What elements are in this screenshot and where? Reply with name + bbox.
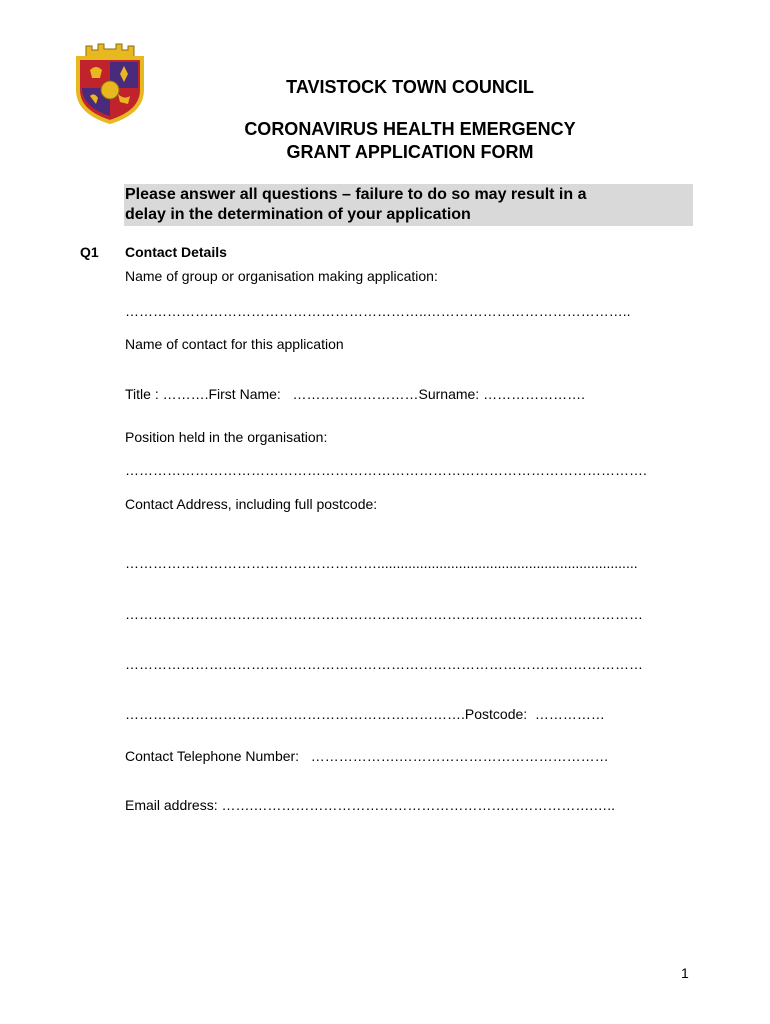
position-field[interactable]: …………………………………………………………………………………………………. — [125, 462, 647, 478]
form-title-line-1: CORONAVIRUS HEALTH EMERGENCY — [244, 119, 576, 139]
form-title — [180, 118, 640, 164]
email-line[interactable]: Email address: …….……………………………………………………………….….. — [125, 797, 616, 813]
address-line-3[interactable]: ………………………………………………………………………………………………… — [125, 656, 643, 672]
contact-name-label: Name of contact for this application — [125, 336, 344, 352]
organisation-name-label: Name of group or organisation making application: — [125, 268, 438, 284]
telephone-line[interactable]: Contact Telephone Number: ……………….……………………………………… — [125, 748, 609, 764]
council-crest-icon — [72, 38, 148, 124]
notice-line-1: Please answer all questions – failure to do so may result in a — [125, 186, 587, 203]
contact-name-fields[interactable]: Title : ……….First Name: ………………………Surname: …………………. — [125, 386, 585, 402]
form-title-line-2: GRANT APPLICATION FORM — [286, 142, 534, 162]
instruction-notice — [124, 184, 693, 226]
address-line-1[interactable]: ………………………………………………................................................................... — [125, 555, 638, 571]
address-label: Contact Address, including full postcode: — [125, 496, 378, 512]
question-title: Contact Details — [125, 244, 227, 260]
organisation-name-field[interactable]: ………………………………………………………..…………………………………….. — [125, 303, 631, 319]
page-number: 1 — [681, 965, 689, 981]
postcode-line[interactable]: ……………………………………………………………….Postcode: …………… — [125, 706, 605, 722]
notice-line-2: delay in the determination of your application — [125, 206, 471, 223]
council-name: TAVISTOCK TOWN COUNCIL — [286, 77, 534, 97]
position-label: Position held in the organisation: — [125, 429, 328, 445]
address-line-2[interactable]: ………………………………………………………………………………………………… — [125, 606, 643, 622]
question-number: Q1 — [80, 244, 99, 260]
